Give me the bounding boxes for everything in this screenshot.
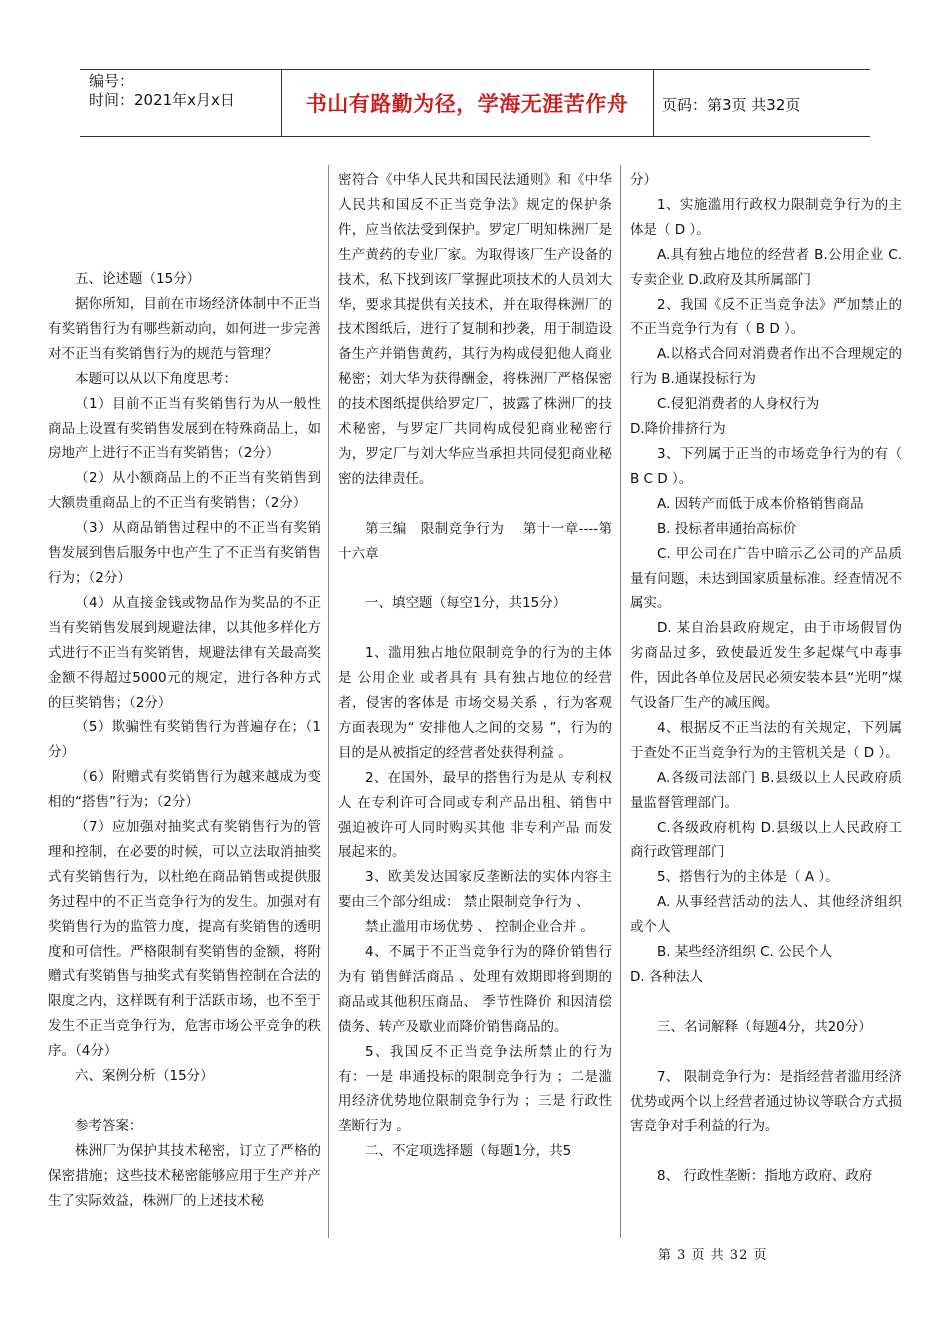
- answer-point: （1）目前不正当有奖销售行为从一般性商品上设置有奖销售发展到在特殊商品上，如房地产上进行不正当有奖销售；（2分）: [48, 395, 321, 462]
- choice-options: C.各级政府机构 D.县级以上人民政府工商行政管理部门: [630, 819, 902, 861]
- paragraph: 密符合《中华人民共和国民法通则》和《中华人民共和国反不正当竞争法》规定的保护条件，应当依法受到保护。罗定厂明知株洲厂是生产黄药的专业厂家。为取得该厂生产设备的技术，私下找到该厂掌握此项技术的人员刘大华，要求其提供有关技术，并在取得株洲厂的技术图纸后，进行了复制和抄袭，用于制造设备生产并销售黄药，其行为构成侵犯他人商业秘密；刘大华为获得酬金，将株洲厂严格保密的技术图纸提供给罗定厂，披露了株洲厂的技术秘密，与罗定厂共同构成侵犯商业秘密行为，罗定厂与刘大华应当承担共同侵犯商业秘密的法律责任。: [338, 172, 612, 487]
- answer-point: （7）应加强对抽奖式有奖销售行为的管理和控制，在必要的时候，可以立法取消抽奖式有奖销售行为，以杜绝在商品销售或提供服务过程中的不正当竞争行为的发生。加强对有奖销售行为的监管力度，提高有奖销售的透明度和可信性。严格限制有奖销售的金额，将附赠式有奖销售与抽奖式有奖销售控制在合法的限度之内，这样既有利于活跃市场，也不至于发生不正当竞争行为，危害市场公平竞争的秩序。（4分）: [48, 819, 321, 1060]
- choice-option: D. 某自治县政府规定，由于市场假冒伪劣商品过多，致使最近发生多起煤气中毒事件，因此各单位及居民必须安装本县“光明”煤气设备厂生产的减压阀。: [630, 620, 902, 712]
- choice-option: A. 因转产而低于成本价格销售商品: [657, 495, 864, 512]
- choice-question: 5、搭售行为的主体是（ A ）。: [657, 869, 839, 886]
- fill-question: 3、欧美发达国家反垄断法的实体内容主要由三个部分组成： 禁止限制竞争行为 、: [338, 869, 612, 911]
- definition: 8、 行政性垄断：指地方政府、政府: [657, 1168, 873, 1185]
- question-text: 据你所知，目前在市场经济体制中不正当有奖销售行为有哪些新动向，如何进一步完善对不正当有奖销售行为的规范与管理？: [48, 296, 321, 362]
- answer-point: （3）从商品销售过程中的不正当有奖销售发展到售后服务中也产生了不正当有奖销售行为；（2分）: [48, 520, 321, 586]
- answer-point: （4）从直接金钱或物品作为奖品的不正当有奖销售发展到规避法律，以其他多样化方式进行不正当有奖销售，规避法律有关最高奖金额不得超过5000元的规定，进行各种方式的巨奖销售；（2分）: [48, 594, 321, 711]
- choice-question: 2、我国《反不正当竞争法》严加禁止的不正当竞争行为有（ B D ）。: [630, 296, 902, 338]
- column-divider: [328, 165, 329, 1238]
- choice-options: A.各级司法部门 B.县级以上人民政府质量监督管理部门。: [630, 769, 902, 811]
- answer-point: （6）附赠式有奖销售行为越来越成为变相的“搭售”行为；（2分）: [48, 769, 321, 811]
- section-heading: 三、名词解释（每题4分，共20分）: [657, 1018, 872, 1035]
- doc-number-label: 编号：: [89, 72, 135, 90]
- column-divider: [620, 165, 621, 1238]
- section-heading: 五、论述题（15分）: [75, 271, 201, 287]
- choice-question: 3、下列属于正当的市场竞争行为的有（ B C D ）。: [630, 445, 902, 487]
- section-heading: 一、填空题（每空1分，共15分）: [365, 595, 567, 612]
- choice-option: A. 从事经营活动的法人、其他经济组织或个人: [630, 894, 902, 936]
- section-heading: 六、案例分析（15分）: [75, 1068, 214, 1085]
- fill-question: 2、在国外，最早的搭售行为是从 专利权人 在专利许可合同或专利产品出租、销售中强迫被许可人同时购买其他 非专利产品 而发展起来的。: [338, 769, 612, 861]
- choice-option: D. 各种法人: [630, 969, 703, 985]
- answer-point: （2）从小额商品上的不正当有奖销售到大额贵重商品上的不正当有奖销售；（2分）: [48, 470, 321, 512]
- choice-option: C. 甲公司在广告中暗示乙公司的产品质量有问题，未达到国家质量标准。经查情况不属实。: [630, 545, 902, 612]
- header-divider: [653, 69, 654, 136]
- answer-point: （5）欺骗性有奖销售行为普遍存在；（1分）: [48, 719, 321, 761]
- choice-options: A.具有独占地位的经营者 B.公用企业 C.专卖企业 D.政府及其所属部门: [630, 246, 902, 288]
- paragraph: 参考答案：: [75, 1117, 143, 1134]
- choice-options: A.以格式合同对消费者作出不合理规定的行为 B.通谋投标行为: [630, 346, 902, 388]
- choice-option: C.侵犯消费者的人身权行为: [657, 396, 820, 413]
- choice-option: D.降价排挤行为: [630, 421, 726, 438]
- paragraph: 分）: [630, 172, 657, 188]
- header-page-label: 页码：第3页 共32页: [662, 96, 801, 114]
- page-number: 第 3 页 共 32 页: [658, 1248, 768, 1263]
- choice-options: B. 某些经济组织 C. 公民个人: [657, 944, 833, 961]
- paragraph: 本题可以从以下角度思考：: [75, 370, 237, 387]
- section-heading: 二、不定项选择题（每题1分，共5: [365, 1143, 572, 1160]
- choice-question: 4、根据反不正当法的有关规定，下列属于查处不正当竞争行为的主管机关是（ D ）。: [630, 719, 902, 761]
- choice-question: 1、实施滥用行政权力限制竞争行为的主体是（ D ）。: [630, 196, 902, 238]
- fill-question: 5、我国反不正当竞争法所禁止的行为有：一是 串通投标的限制竞争行为 ；二是滥用经济优势地位限制竞争行为 ；三是 行政性垄断行为 。: [338, 1043, 612, 1135]
- section-heading: 第三编 限制竞争行为 第十一章----第十六章: [338, 520, 612, 562]
- fill-question: 禁止滥用市场优势 、 控制企业合并 。: [365, 919, 594, 936]
- header-bottom-rule: [80, 136, 870, 137]
- paragraph: 株洲厂为保护其技术秘密，订立了严格的保密措施；这些技术秘密能够应用于生产并产生了实际效益，株洲厂的上述技术秘: [48, 1142, 321, 1209]
- header-motto: 书山有路勤为径，学海无涯苦作舟: [305, 90, 629, 116]
- doc-time-label: 时间：2021年x月x日: [89, 91, 235, 109]
- header-meta: [89, 72, 235, 110]
- choice-option: B. 投标者串通抬高标价: [657, 520, 797, 537]
- fill-question: 4、不属于不正当竞争行为的降价销售行为有 销售鲜活商品 、处理有效期即将到期的商品或其他积压商品、 季节性降价 和因清偿债务、转产及歇业而降价销售商品的。: [338, 944, 612, 1035]
- definition: 7、 限制竞争行为：是指经营者滥用经济优势或两个以上经营者通过协议等联合方式损害竞争对手利益的行为。: [630, 1068, 902, 1135]
- fill-question: 1、滥用独占地位限制竞争的行为的主体是 公用企业 或者具有 具有独占地位的经营者，侵害的客体是 市场交易关系 ，行为客观方面表现为“ 安排他人之间的交易 ”，行为的目的是从被指定的经营者处获得利益 。: [338, 645, 612, 761]
